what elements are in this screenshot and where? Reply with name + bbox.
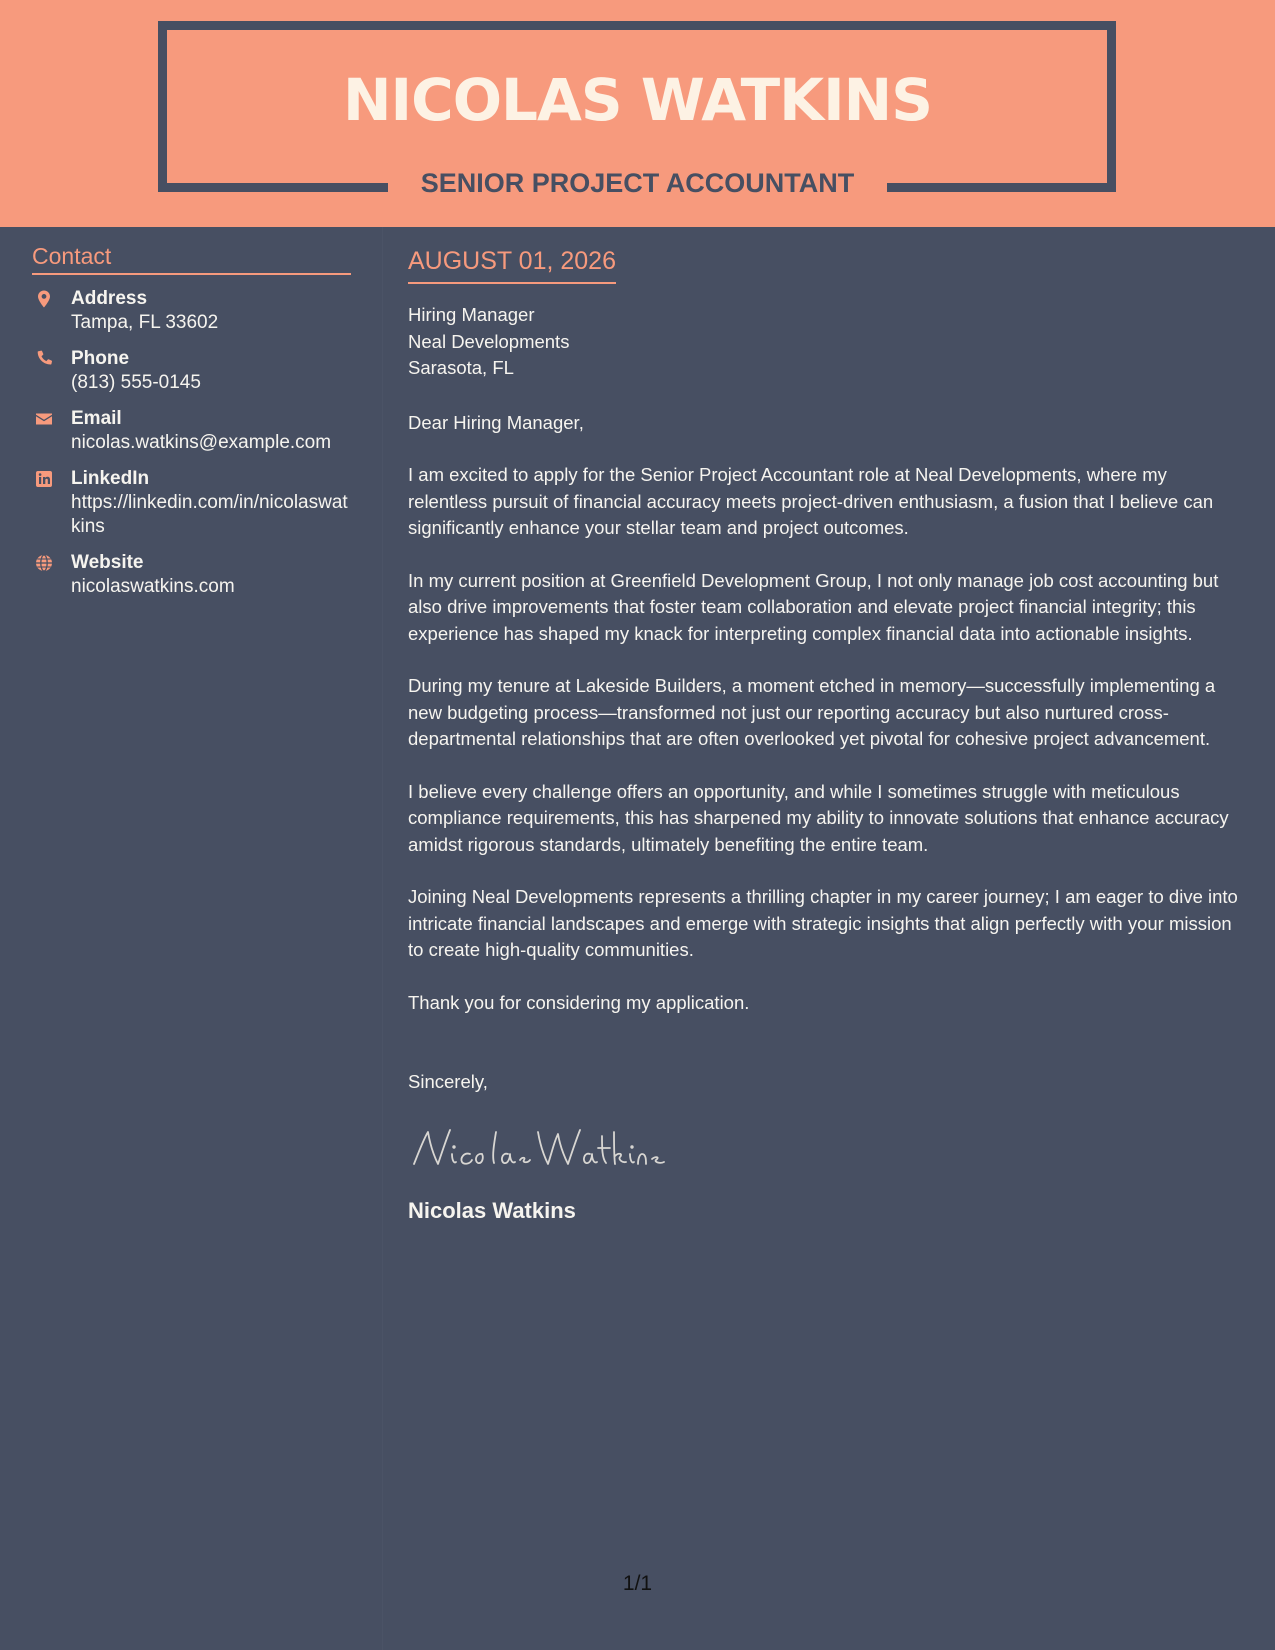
globe-icon (34, 553, 54, 573)
body-paragraph: I am excited to apply for the Senior Project Accountant role at Neal Developments, where my relentless pursuit of financial accuracy meets project-driven enthusiasm, a fusion that I believe can significantly enhance your stellar team and project outcomes. (408, 464, 1214, 538)
phone-icon (34, 349, 54, 369)
contact-value: nicolas.watkins@example.com (71, 432, 332, 453)
letter-body (408, 244, 1250, 1226)
map-pin-icon (34, 289, 54, 309)
column-divider (382, 227, 383, 1650)
contact-value: (813) 555-0145 (71, 372, 201, 393)
linkedin-icon (34, 469, 54, 489)
body-paragraph: Thank you for considering my application. (408, 991, 750, 1013)
candidate-name: NICOLAS WATKINS (343, 66, 932, 134)
contact-label: Phone (71, 348, 130, 369)
contact-sidebar (32, 241, 351, 599)
body-paragraph: Joining Neal Developments represents a thrilling chapter in my career journey; I am eager to dive into intricate financial landscapes and emerge with strategic insights that align perfectly with your mission to create high-quality communities. (408, 886, 1238, 960)
contact-linkedin (32, 466, 351, 539)
handwritten-signature (408, 1124, 1250, 1174)
contact-value[interactable]: nicolaswatkins.com (71, 576, 235, 597)
recipient-block (408, 302, 1250, 382)
contact-value: Tampa, FL 33602 (71, 312, 219, 333)
envelope-icon (34, 409, 54, 429)
letter-date: AUGUST 01, 2026 (408, 244, 616, 284)
contact-website (32, 550, 351, 599)
contact-label: LinkedIn (71, 468, 150, 489)
contact-address (32, 286, 351, 335)
contact-label: Email (71, 408, 122, 429)
recipient-line: Sarasota, FL (408, 357, 514, 378)
contact-value[interactable]: https://linkedin.com/in/nicolaswatkins (71, 492, 348, 537)
job-title: SENIOR PROJECT ACCOUNTANT (420, 168, 855, 198)
signature-drawing (408, 1124, 678, 1174)
recipient-line: Hiring Manager (408, 304, 535, 325)
contact-label: Website (71, 552, 144, 573)
body-paragraph: I believe every challenge offers an opportunity, and while I sometimes struggle with meticulous compliance requirements, this has sharpened my ability to innovate solutions that enhance accuracy amidst rigorous standards, ultimately benefiting the entire team. (408, 780, 1229, 855)
closing: Sincerely, (408, 1071, 488, 1092)
recipient-line: Neal Developments (408, 330, 570, 352)
body-paragraph: In my current position at Greenfield Development Group, I not only manage job cost accounting but also drive improvements that foster team collaboration and elevate project financial integrity; this experience has shaped my knack for interpreting complex financial data into actionable insights. (408, 569, 1219, 644)
contact-heading: Contact (32, 241, 351, 275)
body-paragraph: During my tenure at Lakeside Builders, a moment etched in memory—successfully implementing a new budgeting process—transformed not just our reporting accuracy but also nurtured cross-departmental relationships that are often overlooked yet pivotal for cohesive project advancement. (408, 675, 1216, 749)
page-number: 1/1 (622, 1572, 653, 1595)
contact-label: Address (71, 288, 148, 309)
signer-name: Nicolas Watkins (408, 1197, 576, 1223)
header-band (0, 0, 1275, 227)
contact-email (32, 406, 351, 455)
contact-phone (32, 346, 351, 395)
salutation: Dear Hiring Manager, (408, 411, 584, 433)
